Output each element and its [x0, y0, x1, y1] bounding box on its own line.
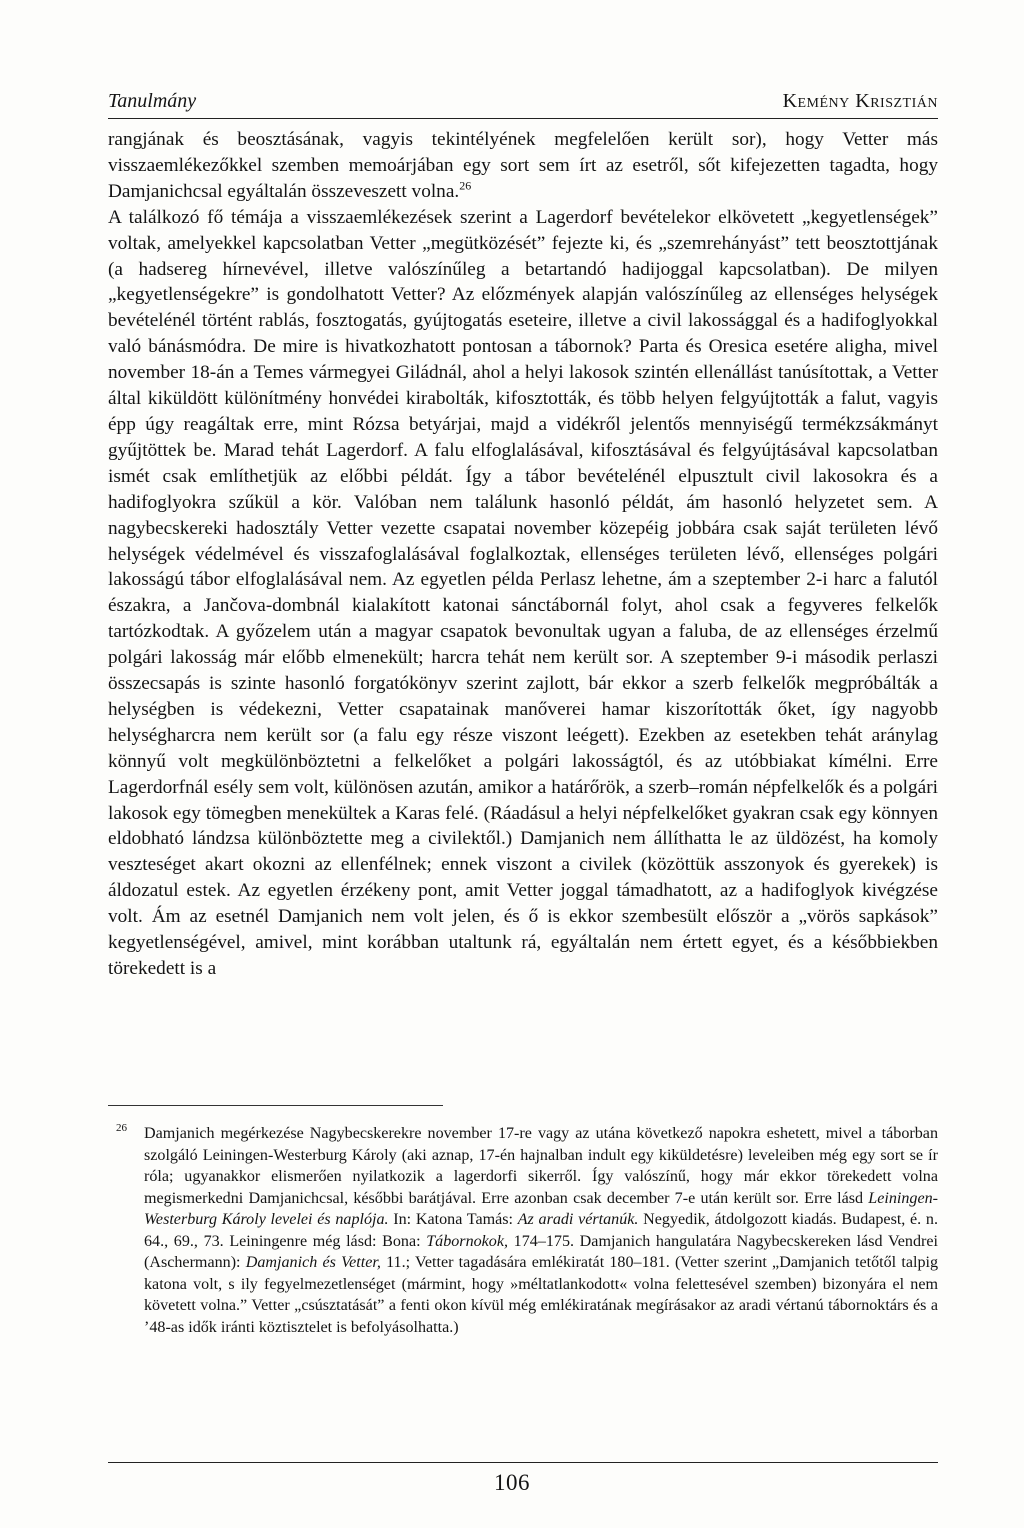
running-header [108, 84, 938, 119]
paragraph-text: rangjának és beosztásának, vagyis tekintélyének megfelelően került sor), hogy Vetter más visszaemlékezőkkel szemben memoárjában egy sort sem írt az esetről, sőt kifejezetten tagadta, hogy Damjanichcsal egyáltalán összeveszett volna. [108, 129, 938, 202]
citation-title: Az aradi vértanúk. [517, 1211, 639, 1228]
body-text [108, 127, 938, 982]
footnote-text-run: Damjanich megérkezése Nagybecskerekre november 17-re vagy az utána következő napokra eshetett, mivel a táborban szolgáló Leiningen-Westerburg Károly (aki aznap, 17-én hajnalban indult egy kiküldetésre) leveleiben még egy sort se ír róla; ugyanakkor elismerően nyilatkozik a lagerdorfi sikerről. Így valószínű, hogy már ekkor törekedett volna megismerkedni Damjanichcsal, későbbi barátjával. Erre azonban csak december 7-e után került sor. Erre lásd [144, 1125, 938, 1207]
citation-title: Damjanich és Vetter, [245, 1254, 381, 1271]
citation-title: Tábornokok, [426, 1232, 509, 1250]
footnote-reference[interactable]: 26 [459, 178, 472, 193]
paragraph [108, 205, 938, 982]
paragraph-text: A találkozó fő témája a visszaemlékezések szerint a Lagerdorf bevételekor elkövetett „kegyetlenségek” voltak, amelyekkel kapcsolatban Vetter „megütközését” fejezte ki, és „szemrehányást” tett beosztottjának (a hadsereg hírnevével, illetve valószínűleg a betartandó hadijoggal kapcsolatban). De milyen „kegyetlenségekre” is gondolhatott Vetter? Az előzmények alapján valószínűleg az ellenséges helységek bevételénél történt rablás, fosztogatás, gyújtogatás eseteire, illetve a civil lakossággal és a hadifoglyokkal való bánásmódra. De mire is hivatkozhatott pontosan a tábornok? Parta és Oresica esetére aligha, mivel november 18-án a Temes vármegyei Giládnál, ahol a helyi lakosok szintén ellenállást tanúsítottak, a Vetter által kiküldött különítmény honvédei kirabolták, kifosztották, és több helyen felgyújtották a falut, vagyis épp úgy reagáltak erre, mint Rózsa betyárjai, majd a vidékről jelentős mennyiségű termékzsákmányt gyűjtöttek be. Marad tehát Lagerdorf. A falu elfoglalásával, kifosztásával és felgyújtásával kapcsolatban ismét csak említhetjük az előbbi példát. Így a tábor bevételénél elpusztult civil lakosokra és a hadifoglyokra szűkül a kör. Valóban nem találunk hasonló példát, ám hasonló helyzetet sem. A nagybecskereki hadosztály Vetter vezette csapatai november közepéig jobbára csak saját területen lévő helységek védelmével és visszafoglalásával foglalkoztak, ellenséges területen lévő, ellenséges polgári lakosságú tábor elfoglalásával nem. Az egyetlen példa Perlasz lehetne, ám a szeptember 2-i harc a falutól északra, a Jančova-dombnál kialakított katonai sánctábornál folyt, ahol csak a fegyveres felkelők tartózkodtak. A győzelem után a magyar csapatok bevonultak ugyan a faluba, de az ellenséges érzelmű polgári lakosság már előbb elmenekült; harcra tehát nem került sor. A szeptember 9-i második perlaszi összecsapás is szinte hasonló forgatókönyv szerint zajlott, bár ekkor a szerb felkelők megpróbálták a helységben is védekezni, Vetter csapatainak manőverei hamar kiszorították őket, így nagyobb helységharcra nem került sor (a falu egy része viszont leégett). Ezekben az esetekben tehát aránylag könnyű volt megkülönböztetni a felkelőket a polgári lakosságtól, és az utóbbiakat kímélni. Erre Lagerdorfnál esély sem volt, különösen azután, amikor a határőrök, a szerb–román népfelkelők és a polgári lakosok egy tömegben menekültek a Karas felé. (Ráadásul a helyi népfelkelőket gyakran csak egy könnyen eldobható lándzsa különböztette meg a civilektől.) Damjanich nem állíthatta le az üldözést, ha komoly veszteséget akart okozni az ellenfélnek; ennek viszont a civilek (közöttük asszonyok és gyerekek) is áldozatul estek. Az egyetlen érzékeny pont, amit Vetter joggal támadhatott, az a hadifoglyok kivégzése volt. Ám az esetnél Damjanich nem volt jelen, és ő is ekkor szembesült először a „vörös sapkások” kegyetlenségével, amivel, mint korábban utaltunk rá, egyáltalán nem értett egyet, és a későbbiekben törekedett is a [108, 206, 938, 979]
footer-rule [108, 1462, 938, 1463]
citation-title: Leiningen-Westerburg Károly levelei és naplója. [144, 1189, 938, 1228]
paragraph [108, 127, 938, 205]
footnote-text-run: 174–175. Damjanich hangulatára Nagybecskereken lásd Vendrei (Aschermann): [144, 1232, 938, 1271]
footnote-text-run: 11.; Vetter tagadására emlékiratát 180–181. (Vetter szerint „Damjanich tetőtől talpig katona volt, s ily fegyelmezetlenséget (mármint, hogy »méltatlankodott« volna felettesével szemben) bizonyára el nem követett volna.” Vetter „csúsztatását” a fenti okon kívül még emlékiratának megírásakor az aradi vértanú tábornoktárs és a ’48-as idők iránti köztisztelet is befolyásolhatta.) [144, 1254, 939, 1336]
page-number: 106 [494, 1470, 530, 1495]
author-name: Kemény Krisztián [782, 90, 938, 112]
footnote-text-run: In: Katona Tamás: [388, 1211, 518, 1228]
footnote [108, 1123, 938, 1338]
footnote-text-run: Negyedik, átdolgozott kiadás. Budapest, é. n. 64., 69., 73. Leiningenre még lásd: Bona: [144, 1211, 938, 1250]
footnote-separator [108, 1105, 443, 1106]
footnote-text [144, 1123, 938, 1338]
footnote-number: 26 [116, 1122, 127, 1134]
section-label: Tanulmány [108, 90, 197, 112]
